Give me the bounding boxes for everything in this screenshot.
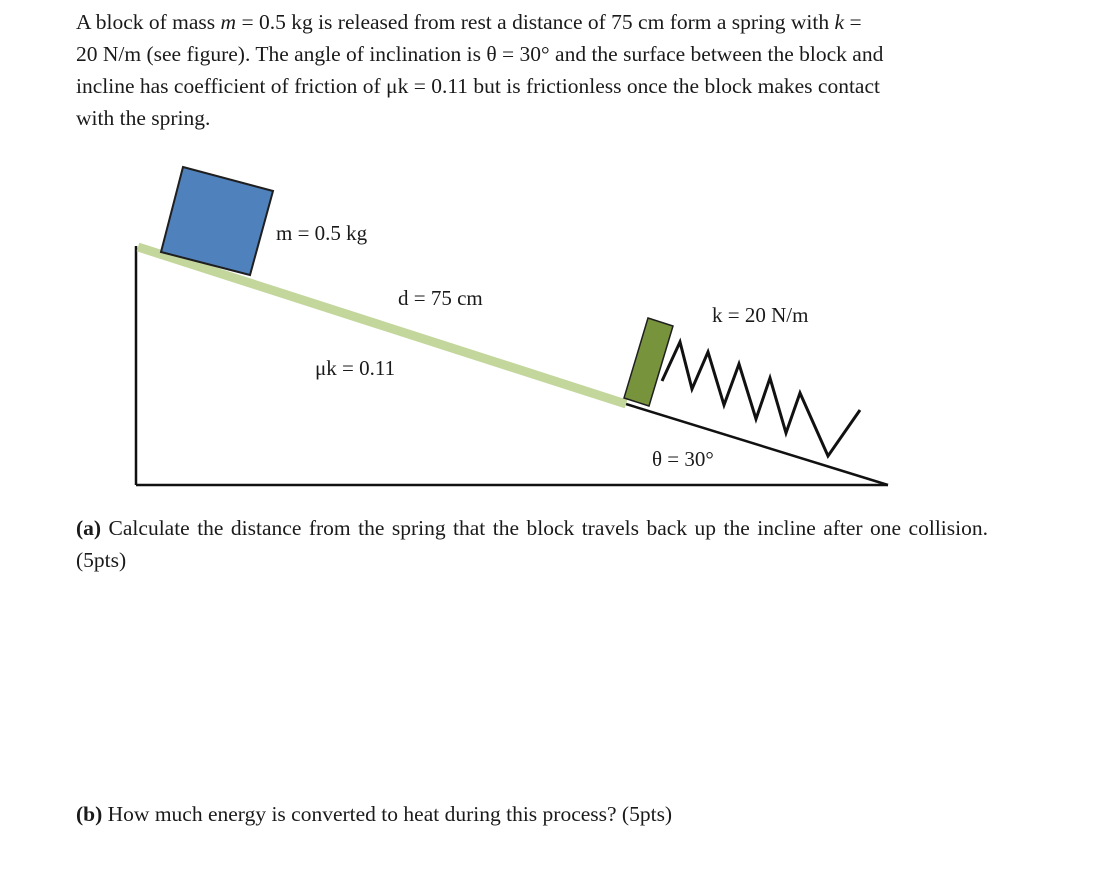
problem-line-3: incline has coefficient of friction of μk = 0.11 but is frictionless once the block makes contact — [76, 74, 880, 98]
mass-label: m = 0.5 kg — [276, 221, 368, 245]
spring-constant-symbol: k — [834, 10, 845, 34]
question-b-tag: (b) — [76, 802, 103, 826]
spring-constant-label: k = 20 N/m — [712, 303, 809, 327]
spring-plate — [624, 318, 673, 406]
problem-text-segment: A block of mass — [76, 10, 221, 34]
spring — [662, 342, 860, 456]
question-a-tag: (a) — [76, 516, 102, 540]
friction-label: μk = 0.11 — [315, 356, 396, 380]
mass-symbol: m — [220, 10, 237, 34]
problem-text-segment: = 0.5 kg is released from rest a distance of 75 cm form a spring with — [236, 10, 835, 34]
question-a-text: Calculate the distance from the spring that the block travels back up the incline after one collision. (5pts) — [76, 516, 988, 572]
angle-label: θ = 30° — [652, 447, 714, 471]
distance-label: d = 75 cm — [398, 286, 483, 310]
problem-line-4: with the spring. — [76, 106, 211, 130]
question-a — [76, 512, 988, 576]
problem-text-segment: = — [844, 10, 862, 34]
problem-line-2: 20 N/m (see figure). The angle of inclination is θ = 30° and the surface between the block and — [76, 42, 884, 66]
question-b — [76, 798, 988, 830]
question-b-text: How much energy is converted to heat during this process? (5pts) — [102, 802, 673, 826]
friction-surface — [138, 247, 626, 404]
